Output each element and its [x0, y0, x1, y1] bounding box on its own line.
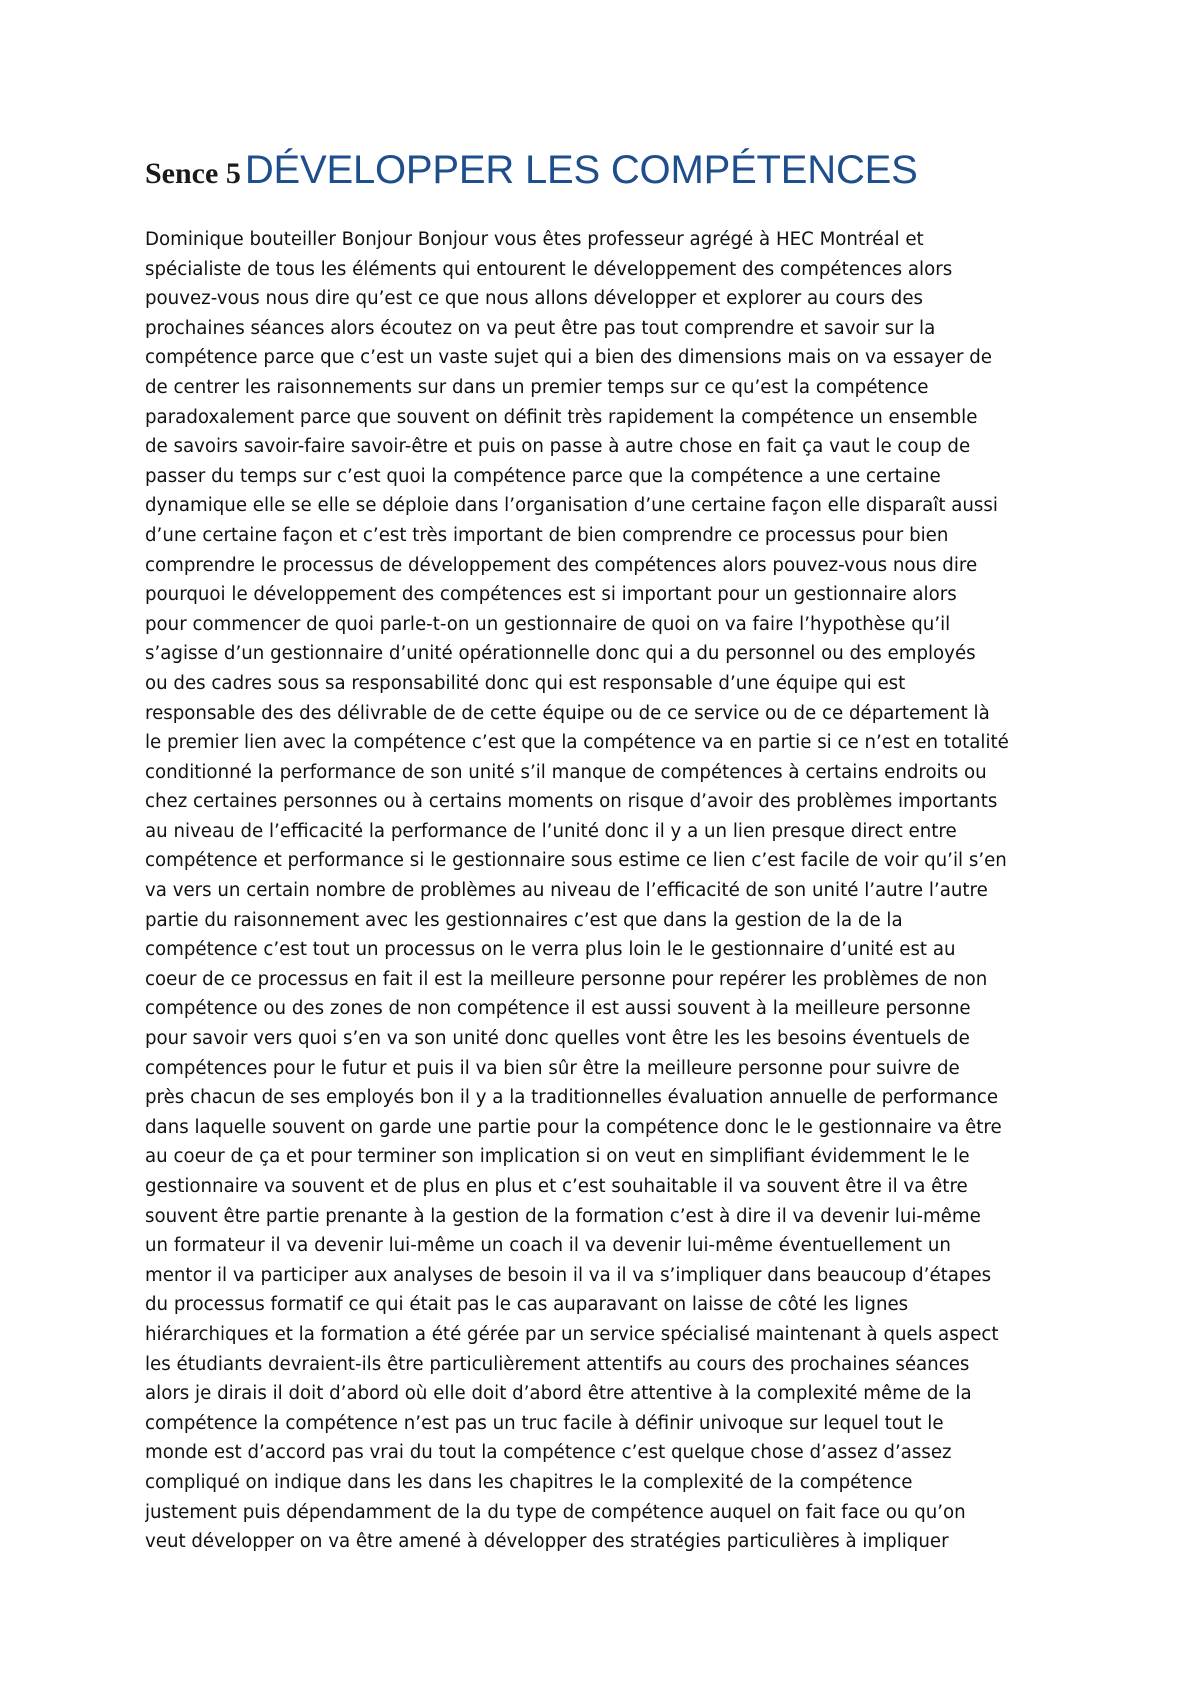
paragraph-line: pour commencer de quoi parle-t-on un gestionnaire de quoi on va faire l’hypothèse qu’il — [145, 613, 951, 635]
paragraph-line: souvent être partie prenante à la gestion de la formation c’est à dire il va devenir lui-même — [145, 1205, 981, 1227]
paragraph-line: compétence la compétence n’est pas un truc facile à définir univoque sur lequel tout le — [145, 1412, 944, 1434]
paragraph-line: pouvez-vous nous dire qu’est ce que nous allons développer et explorer au cours des — [145, 288, 924, 310]
paragraph-line: responsable des des délivrable de de cette équipe ou de ce service ou de ce département là — [145, 702, 990, 724]
paragraph-line: compétence parce que c’est un vaste sujet qui a bien des dimensions mais on va essayer de — [145, 347, 992, 369]
paragraph-line: partie du raisonnement avec les gestionnaires c’est que dans la gestion de la de la — [145, 909, 903, 931]
paragraph-line: conditionné la performance de son unité s’il manque de compétences à certains endroits ou — [145, 761, 987, 783]
paragraph-line: compétence ou des zones de non compétence il est aussi souvent à la meilleure personne — [145, 998, 971, 1020]
paragraph-line: gestionnaire va souvent et de plus en plus et c’est souhaitable il va souvent être il va être — [145, 1176, 968, 1197]
page-heading — [145, 140, 1105, 209]
paragraph-line: veut développer on va être amené à développer des stratégies particulières à impliquer — [145, 1531, 949, 1553]
paragraph-line: Dominique bouteiller Bonjour Bonjour vous êtes professeur agrégé à HEC Montréal et — [145, 229, 924, 250]
paragraph-line: va vers un certain nombre de problèmes au niveau de l’efficacité de son unité l’autre l’autre — [145, 880, 988, 902]
paragraph-line: hiérarchiques et la formation a été gérée par un service spécialisé maintenant à quels aspect — [145, 1323, 999, 1345]
paragraph-line: du processus formatif ce qui était pas le cas auparavant on laisse de côté les lignes — [145, 1294, 909, 1316]
paragraph-line: dans laquelle souvent on garde une partie pour la compétence donc le le gestionnaire va être — [145, 1116, 1002, 1138]
paragraph-line: paradoxalement parce que souvent on définit très rapidement la compétence un ensemble — [145, 406, 978, 428]
paragraph-line: compétence et performance si le gestionnaire sous estime ce lien c’est facile de voir qu’il s’en — [145, 850, 1007, 872]
paragraph-line: le premier lien avec la compétence c’est que la compétence va en partie si ce n’est en totalité — [145, 732, 1009, 754]
paragraph-line: prochaines séances alors écoutez on va peut être pas tout comprendre et savoir sur la — [145, 317, 936, 339]
paragraph-line: alors je dirais il doit d’abord où elle doit d’abord être attentive à la complexité même de la — [145, 1383, 972, 1405]
paragraph-line: près chacun de ses employés bon il y a la traditionnelles évaluation annuelle de performance — [145, 1087, 999, 1109]
paragraph-line: comprendre le processus de développement des compétences alors pouvez-vous nous dire — [145, 554, 978, 576]
paragraph-line: de savoirs savoir-faire savoir-être et puis on passe à autre chose en fait ça vaut le coup de — [145, 436, 971, 458]
paragraph-line: d’une certaine façon et c’est très important de bien comprendre ce processus pour bien — [145, 524, 949, 546]
paragraph-line: au coeur de ça et pour terminer son implication si on veut en simplifiant évidemment le le — [145, 1146, 970, 1168]
heading-title: DÉVELOPPER LES COMPÉTENCES — [244, 148, 918, 192]
paragraph-line: les étudiants devraient-ils être particulièrement attentifs au cours des prochaines séances — [145, 1353, 970, 1375]
paragraph-line: compétences pour le futur et puis il va bien sûr être la meilleure personne pour suivre de — [145, 1057, 960, 1079]
paragraph-line: coeur de ce processus en fait il est la meilleure personne pour repérer les problèmes de non — [145, 968, 988, 990]
paragraph-line: compliqué on indique dans les dans les chapitres le la complexité de la compétence — [145, 1471, 913, 1493]
paragraph-line: mentor il va participer aux analyses de besoin il va il va s’impliquer dans beaucoup d’étapes — [145, 1264, 992, 1286]
paragraph-line: de centrer les raisonnements sur dans un premier temps sur ce qu’est la compétence — [145, 376, 929, 398]
paragraph-line: au niveau de l’efficacité la performance de l’unité donc il y a un lien presque direct entre — [145, 820, 957, 842]
paragraph-line: pour savoir vers quoi s’en va son unité donc quelles vont être les les besoins éventuels de — [145, 1028, 970, 1050]
paragraph-line: un formateur il va devenir lui-même un coach il va devenir lui-même éventuellement un — [145, 1235, 951, 1257]
paragraph-line: chez certaines personnes ou à certains moments on risque d’avoir des problèmes importants — [145, 791, 998, 813]
paragraph-line: s’agisse d’un gestionnaire d’unité opérationnelle donc qui a du personnel ou des employés — [145, 643, 976, 665]
paragraph-line: spécialiste de tous les éléments qui entourent le développement des compétences alors — [145, 258, 953, 280]
paragraph-line: compétence c’est tout un processus on le verra plus loin le le gestionnaire d’unité est au — [145, 939, 956, 961]
paragraph-line: passer du temps sur c’est quoi la compétence parce que la compétence a une certaine — [145, 465, 941, 487]
heading-prefix: Sence 5 — [145, 157, 241, 190]
paragraph-line: dynamique elle se elle se déploie dans l’organisation d’une certaine façon elle disparaît aussi — [145, 495, 998, 517]
paragraph-line: justement puis dépendamment de la du type de compétence auquel on fait face ou qu’on — [145, 1501, 966, 1523]
paragraph-line: monde est d’accord pas vrai du tout la compétence c’est quelque chose d’assez d’assez — [145, 1442, 952, 1464]
paragraph-line: pourquoi le développement des compétences est si important pour un gestionnaire alors — [145, 584, 957, 606]
body-paragraph — [145, 225, 1065, 1557]
paragraph-line: ou des cadres sous sa responsabilité donc qui est responsable d’une équipe qui est — [145, 672, 906, 694]
